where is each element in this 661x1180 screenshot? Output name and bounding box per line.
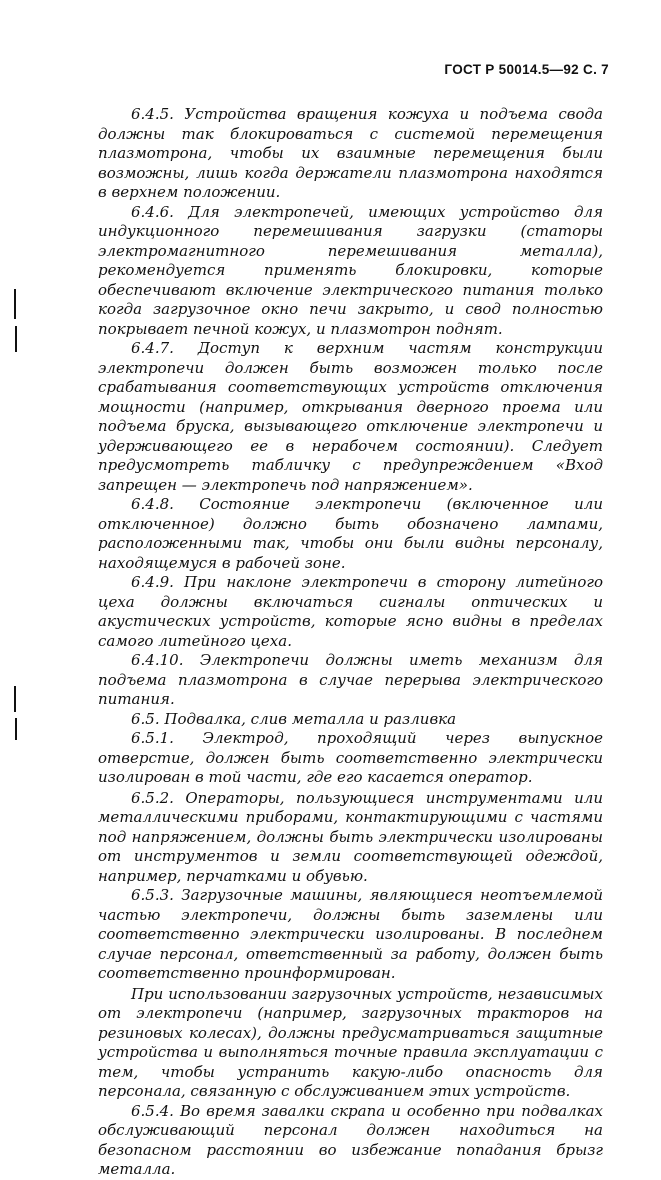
paragraph-6-4-6: 6.4.6. Для электропечей, имеющих устройство для индукционного перемешивания загрузки (статоры электромагнитного перемешивания металла), рекомендуется применять блокировки, которые обеспечивают включение электрического питания только когда загрузочное окно печи закрыто, и свод полностью покрывает печной кожух, и плазмотрон поднят. — [98, 202, 603, 338]
paragraph-6-5-1: 6.5.1. Электрод, проходящий через выпускное отверстие, должен быть соответственно электрически изолирован в той части, где его касается оператор. — [98, 729, 603, 786]
section-heading-6-5: 6.5. Подвалка, слив металла и разливка — [131, 709, 457, 728]
revision-mark — [14, 686, 16, 712]
revision-mark — [14, 289, 16, 319]
paragraph-6-4-10: 6.4.10. Электропечи должны иметь механизм для подъема плазмотрона в случае перерыва электрического питания. — [98, 651, 603, 708]
paragraph-6-4-8: 6.4.8. Состояние электропечи (включенное или отключенное) должно быть обозначено лампами, расположенными так, чтобы они были видны персоналу, находящемуся в рабочей зоне. — [98, 495, 603, 572]
paragraph-6-5-2: 6.5.2. Операторы, пользующиеся инструментами или металлическими приборами, контактирующими с частями под напряжением, должны быть электрически изолированы от инструментов и земли соответствующей одеждой, например, перчатками и обувью. — [98, 788, 603, 885]
revision-mark — [15, 718, 17, 740]
paragraph-6-5-3: 6.5.3. Загрузочные машины, являющиеся неотъемлемой частью электропечи, должны быть заземлены или соответственно электрически изолированы. В последнем случае персонал, ответственный за работу, должен быть соответственно проинформирован. — [98, 886, 603, 982]
page-header: ГОСТ Р 50014.5—92 С. 7 — [444, 62, 609, 77]
document-body — [98, 105, 603, 1180]
paragraph-6-4-9: 6.4.9. При наклоне электропечи в сторону литейного цеха должны включаться сигналы оптических и акустических устройств, которые ясно видны в пределах самого литейного цеха. — [98, 573, 603, 650]
revision-mark — [15, 326, 17, 352]
paragraph-loading-devices: При использовании загрузочных устройств, независимых от электропечи (например, загрузочных тракторов на резиновых колесах), должны предусматриваться защитные устройства и выполняться точные правила эксплуатации с тем, чтобы устранить какую-либо опасность для персонала, связанную с обслуживанием этих устройств. — [98, 984, 603, 1100]
paragraph-6-5-4: 6.5.4. Во время завалки скрапа и особенно при подвалках обслуживающий персонал должен находиться на безопасном расстоянии во избежание попадания брызг металла. — [98, 1101, 603, 1178]
paragraph-6-4-5: 6.4.5. Устройства вращения кожуха и подъема свода должны так блокироваться с системой перемещения плазмотрона, чтобы их взаимные перемещения были возможны, лишь когда держатели плазмотрона находятся в верхнем положении. — [98, 105, 603, 201]
paragraph-6-4-7: 6.4.7. Доступ к верхним частям конструкции электропечи должен быть возможен только после срабатывания соответствующих устройств отключения мощности (например, открывания дверного проема или подъема бруска, вызывающего отключение электропечи и удерживающего ее в нерабочем состоянии). Следует предусмотреть табличку с предупреждением «Вход запрещен — электропечь под напряжением». — [98, 339, 603, 494]
